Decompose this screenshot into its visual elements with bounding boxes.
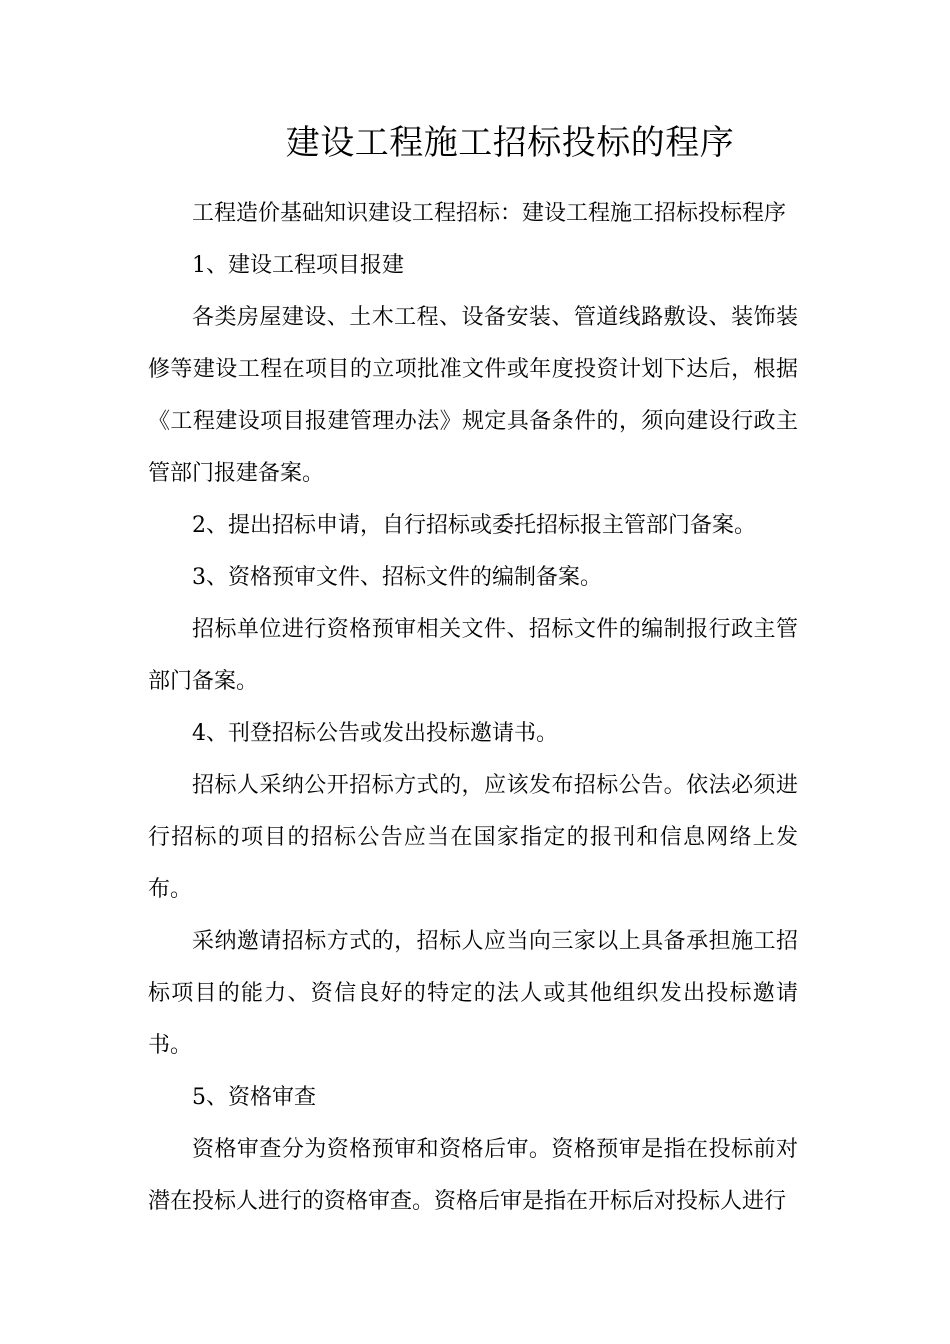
paragraph: 3、资格预审文件、招标文件的编制备案。 (192, 565, 602, 590)
paragraph: 2、提出招标申请，自行招标或委托招标报主管部门备案。 (192, 513, 756, 538)
document-title: 建设工程施工招标投标的程序 (285, 123, 735, 163)
paragraph: 招标单位进行资格预审相关文件、招标文件的编制报行政主管部门备案。 (148, 617, 798, 694)
paragraph: 各类房屋建设、土木工程、设备安装、管道线路敷设、装饰装修等建设工程在项目的立项批准文件或年度投资计划下达后，根据《工程建设项目报建管理办法》规定具备条件的，须向建设行政主管部门报建备案。 (148, 305, 798, 486)
paragraph: 资格审查分为资格预审和资格后审。资格预审是指在投标前对潜在投标人进行的资格审查。资格后审是指在开标后对投标人进行 (148, 1137, 798, 1214)
paragraph: 工程造价基础知识建设工程招标：建设工程施工招标投标程序 (192, 201, 787, 226)
paragraph: 5、资格审查 (192, 1085, 316, 1110)
paragraph: 4、刊登招标公告或发出投标邀请书。 (192, 721, 558, 746)
paragraph: 招标人采纳公开招标方式的，应该发布招标公告。依法必须进行招标的项目的招标公告应当在国家指定的报刊和信息网络上发布。 (148, 773, 798, 902)
paragraph: 1、建设工程项目报建 (192, 253, 404, 278)
document-body (148, 188, 798, 1228)
paragraph: 采纳邀请招标方式的，招标人应当向三家以上具备承担施工招标项目的能力、资信良好的特定的法人或其他组织发出投标邀请书。 (148, 929, 798, 1058)
